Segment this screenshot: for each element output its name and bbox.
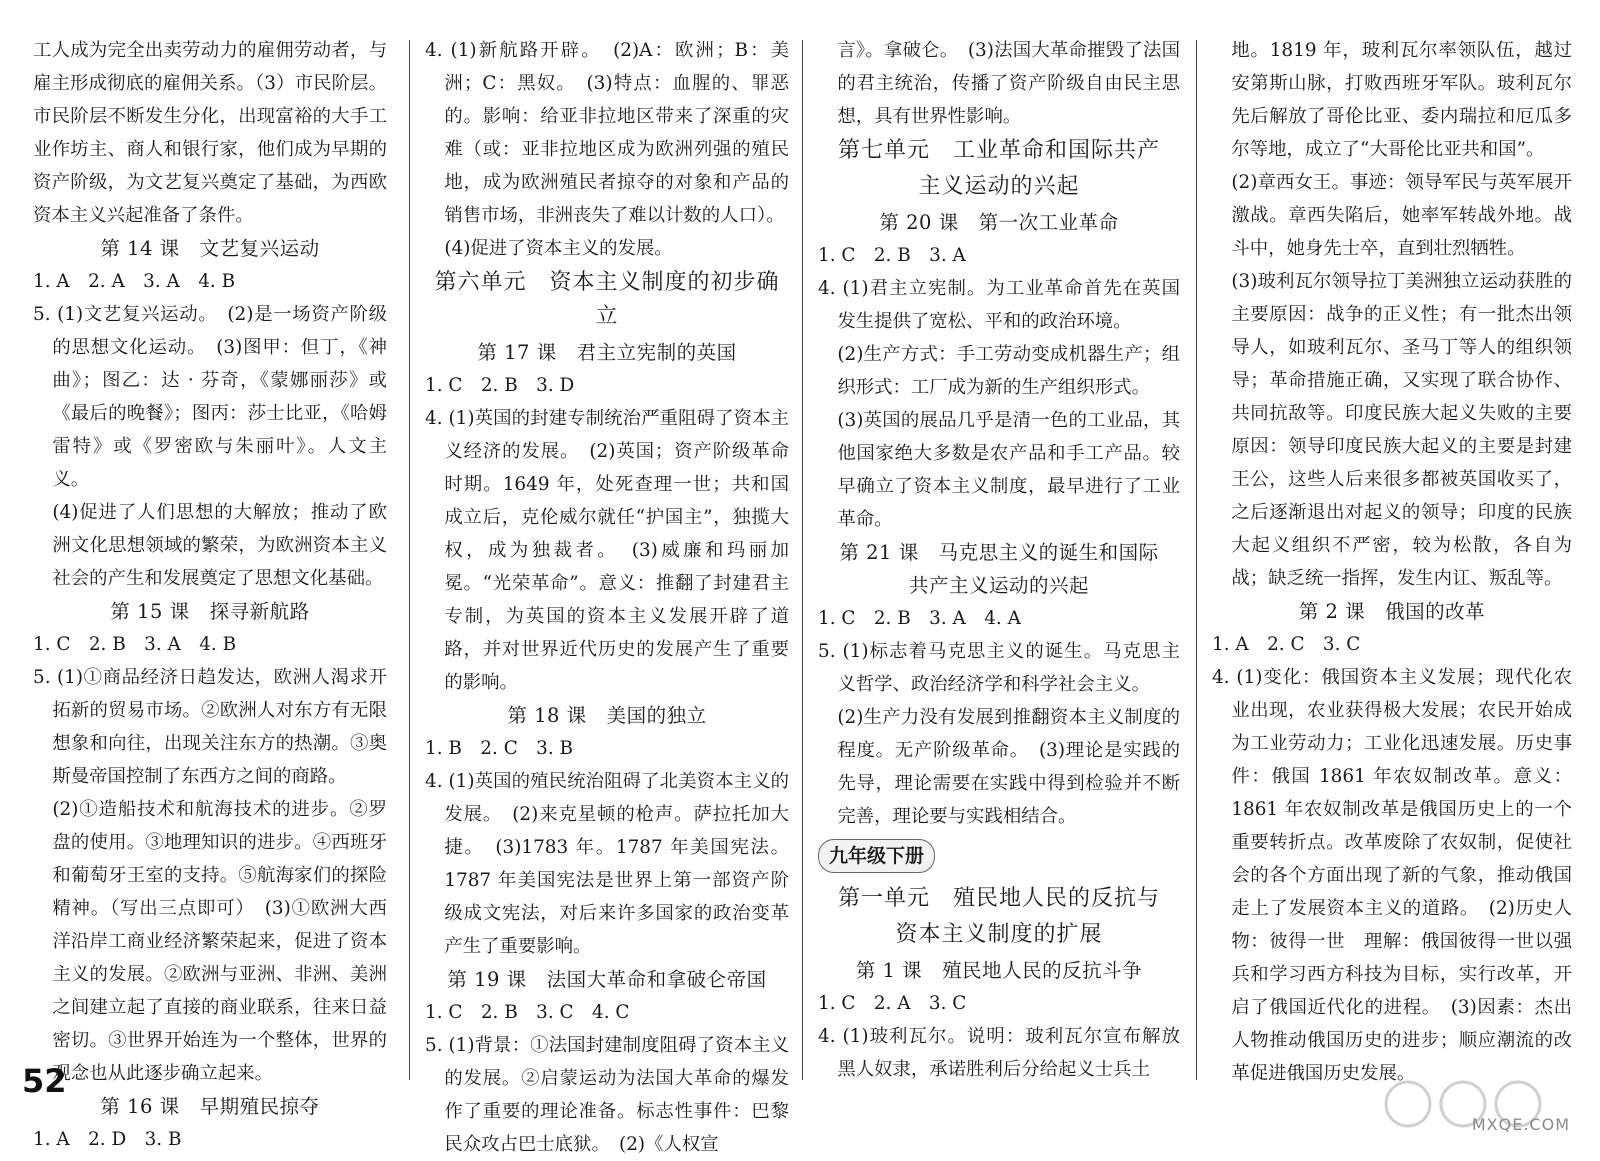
- answer-choices: 1. B 2. C 3. B: [425, 738, 574, 759]
- answer-continuation: (3)玻利瓦尔领导拉丁美洲独立运动获胜的主要原因：战争的正义性；有一批杰出领导人，如玻利瓦尔、圣马丁等人的组织领导；革命措施正确，又实现了联合协作、共同抗敌等。印度民族大起义失败的主要原因：领导印度民族大起义的主要是封建王公，这些人后来很多都被英国收买了，之后逐渐退出对起义的领导；印度的民族大起义组织不严密，较为松散，各自为战；缺乏统一指挥，发生内讧、叛乱等。: [1231, 271, 1572, 589]
- answer-choices: 1. C 2. B 3. A 4. A: [818, 608, 1021, 629]
- answer-continuation: (4)促进了资本主义的发展。: [444, 238, 673, 259]
- answer-choices: 1. C 2. B 3. A: [818, 245, 966, 266]
- answer-continuation: 地。1819 年，玻利瓦尔率领队伍，越过安第斯山脉，打败西班牙军队。玻利瓦尔先后解放了哥伦比亚、委内瑞拉和厄瓜多尔等地，成立了“大哥伦比亚共和国”。: [1231, 40, 1572, 160]
- lesson-heading: 第 21 课 马克思主义的诞生和国际: [839, 541, 1159, 564]
- column-3: [818, 34, 1180, 1084]
- column-2: [425, 34, 789, 1155]
- answer-continuation: (2)章西女王。事迹：领导军民与英军展开激战。章西失陷后，她率军转战外地。战斗中，她身先士卒，直到壮烈牺牲。: [1231, 172, 1572, 259]
- answer-continuation: (4)促进了人们思想的大解放；推动了欧洲文化思想领域的繁荣，为欧洲资本主义社会的产生和发展奠定了思想文化基础。: [52, 502, 387, 589]
- text-block: 工人成为完全出卖劳动力的雇佣劳动者，与雇主形成彻底的雇佣关系。（3）市民阶层。市民阶层不断发生分化，出现富裕的大手工业作坊主、商人和银行家，他们成为早期的资产阶级，为文艺复兴奠定了基础，为西欧资本主义兴起准备了条件。: [33, 40, 387, 226]
- column-4: [1212, 34, 1572, 1084]
- unit-heading: 第一单元 殖民地人民的反抗与: [837, 886, 1160, 911]
- answer-choices: 1. C 2. B 3. D: [425, 375, 575, 396]
- answer-question: 4. (1)英国的封建专制统治严重阻碍了资本主义经济的发展。 (2)英国；资产阶级革命时期。1649 年，处死查理一世；共和国成立后，克伦威尔就任“护国主”，独揽大权，成为独裁者。 (3)威廉和玛丽加冕。“光荣革命”。意义：推翻了封建君主专制，为英国的资本主义发展开辟了道路，并对世界近代历史的发展产生了重要的影响。: [425, 408, 789, 693]
- answer-continuation: (2)①造船技术和航海技术的进步。②罗盘的使用。③地理知识的进步。④西班牙和葡萄牙王室的支持。⑤航海家们的探险精神。（写出三点即可） (3)①欧洲大西洋沿岸工商业经济繁荣起来，促进了资本主义的发展。②欧洲与亚洲、非洲、美洲之间建立起了直接的商业联系，往来日益密切。③世界开始连为一个整体，世界的观念也从此逐步确立起来。: [52, 799, 387, 1084]
- answer-continuation: (2)生产力没有发展到推翻资本主义制度的程度。无产阶级革命。 (3)理论是实践的先导，理论需要在实践中得到检验并不断完善，理论要与实践相结合。: [837, 707, 1180, 827]
- lesson-heading-cont: 共产主义运动的兴起: [908, 574, 1089, 597]
- answer-choices: 1. A 2. C 3. C: [1212, 634, 1361, 655]
- lesson-heading: 第 19 课 法国大革命和拿破仑帝国: [447, 968, 767, 991]
- answer-question: 5. (1)文艺复兴运动。 (2)是一场资产阶级的思想文化运动。 (3)图甲：但丁，《神曲》；图乙：达 · 芬奇，《蒙娜丽莎》或《最后的晚餐》；图丙：莎士比亚，《哈姆雷特》或《罗密欧与朱丽叶》。人文主义。: [33, 304, 387, 490]
- answer-choices: 1. C 2. B 3. C 4. C: [425, 1002, 630, 1023]
- lesson-heading: 第 1 课 殖民地人民的反抗斗争: [855, 959, 1143, 982]
- grade-section-badge: 九年级下册: [818, 839, 935, 873]
- lesson-heading: 第 20 课 第一次工业革命: [879, 211, 1119, 234]
- page-number: 52: [22, 1062, 67, 1100]
- answer-question: 5. (1)背景：①法国封建制度阻碍了资本主义的发展。②启蒙运动为法国大革命的爆发作了重要的理论准备。标志性事件：巴黎民众攻占巴士底狱。 (2)《人权宣: [425, 1035, 789, 1155]
- answer-choices: 1. A 2. A 3. A 4. B: [33, 271, 236, 292]
- answer-continuation: (3)英国的展品几乎是清一色的工业品，其他国家绝大多数是农产品和手工产品。较早确立了资本主义制度，最早进行了工业革命。: [837, 410, 1180, 530]
- watermark-text: MXQE.COM: [1471, 1115, 1570, 1134]
- lesson-heading: 第 16 课 早期殖民掠夺: [100, 1095, 320, 1118]
- answer-question: 4. (1)新航路开辟。 (2)A：欧洲；B：美洲；C：黑奴。 (3)特点：血腥的、罪恶的。影响：给亚非拉地区带来了深重的灾难（或：亚非拉地区成为欧洲列强的殖民地，成为欧洲殖民者掠夺的对象和产品的销售市场，非洲丧失了难以计数的人口）。: [425, 40, 789, 226]
- answer-continuation: 言》。拿破仑。 (3)法国大革命摧毁了法国的君主统治，传播了资产阶级自由民主思想，具有世界性影响。: [837, 40, 1180, 127]
- answer-choices: 1. C 2. A 3. C: [818, 993, 967, 1014]
- answer-question: 4. (1)君主立宪制。为工业革命首先在英国发生提供了宽松、平和的政治环境。: [818, 278, 1180, 332]
- answer-question: 5. (1)①商品经济日趋发达，欧洲人渴求开拓新的贸易市场。②欧洲人对东方有无限想象和向往，出现关注东方的热潮。③奥斯曼帝国控制了东西方之间的商路。: [33, 667, 387, 787]
- answer-continuation: (2)生产方式：手工劳动变成机器生产；组织形式：工厂成为新的生产组织形式。: [837, 344, 1180, 398]
- answer-choices: 1. A 2. D 3. B: [33, 1129, 182, 1150]
- answer-question: 4. (1)玻利瓦尔。说明：玻利瓦尔宣布解放黑人奴隶，承诺胜利后分给起义士兵土: [818, 1026, 1180, 1080]
- lesson-heading: 第 17 课 君主立宪制的英国: [477, 341, 737, 364]
- unit-heading-cont: 主义运动的兴起: [918, 174, 1080, 199]
- answer-question: 4. (1)变化：俄国资本主义发展；现代化农业出现，农业获得极大发展；农民开始成为工业劳动力；工业化迅速发展。历史事件：俄国 1861 年农奴制改革。意义：1861 年农奴制改革是俄国历史上的一个重要转折点。改革废除了农奴制，促使社会的各个方面出现了新的气象，推动俄国走上了发展资本主义的道路。 (2)历史人物：彼得一世 理解：俄国彼得一世以强兵和学习西方科技为目标，实行改革，开启了俄国近代化的进程。 (3)因素：杰出人物推动俄国历史的进步；顺应潮流的改革促进俄国历史发展。: [1212, 667, 1572, 1084]
- lesson-heading: 第 2 课 俄国的改革: [1298, 600, 1486, 623]
- answer-question: 4. (1)英国的殖民统治阻碍了北美资本主义的发展。 (2)来克星顿的枪声。萨拉托加大捷。 (3)1783 年。1787 年美国宪法。1787 年美国宪法是世界上第一部资产阶级成文宪法，对后来许多国家的政治变革产生了重要影响。: [425, 771, 789, 957]
- unit-heading: 第七单元 工业革命和国际共产: [837, 138, 1160, 163]
- lesson-heading: 第 15 课 探寻新航路: [110, 600, 310, 623]
- unit-heading: 第六单元 资本主义制度的初步确立: [434, 270, 780, 329]
- lesson-heading: 第 18 课 美国的独立: [507, 704, 707, 727]
- answer-choices: 1. C 2. B 3. A 4. B: [33, 634, 237, 655]
- unit-heading-cont: 资本主义制度的扩展: [895, 922, 1103, 947]
- lesson-heading: 第 14 课 文艺复兴运动: [100, 237, 320, 260]
- answer-question: 5. (1)标志着马克思主义的诞生。马克思主义哲学、政治经济学和科学社会主义。: [818, 641, 1180, 695]
